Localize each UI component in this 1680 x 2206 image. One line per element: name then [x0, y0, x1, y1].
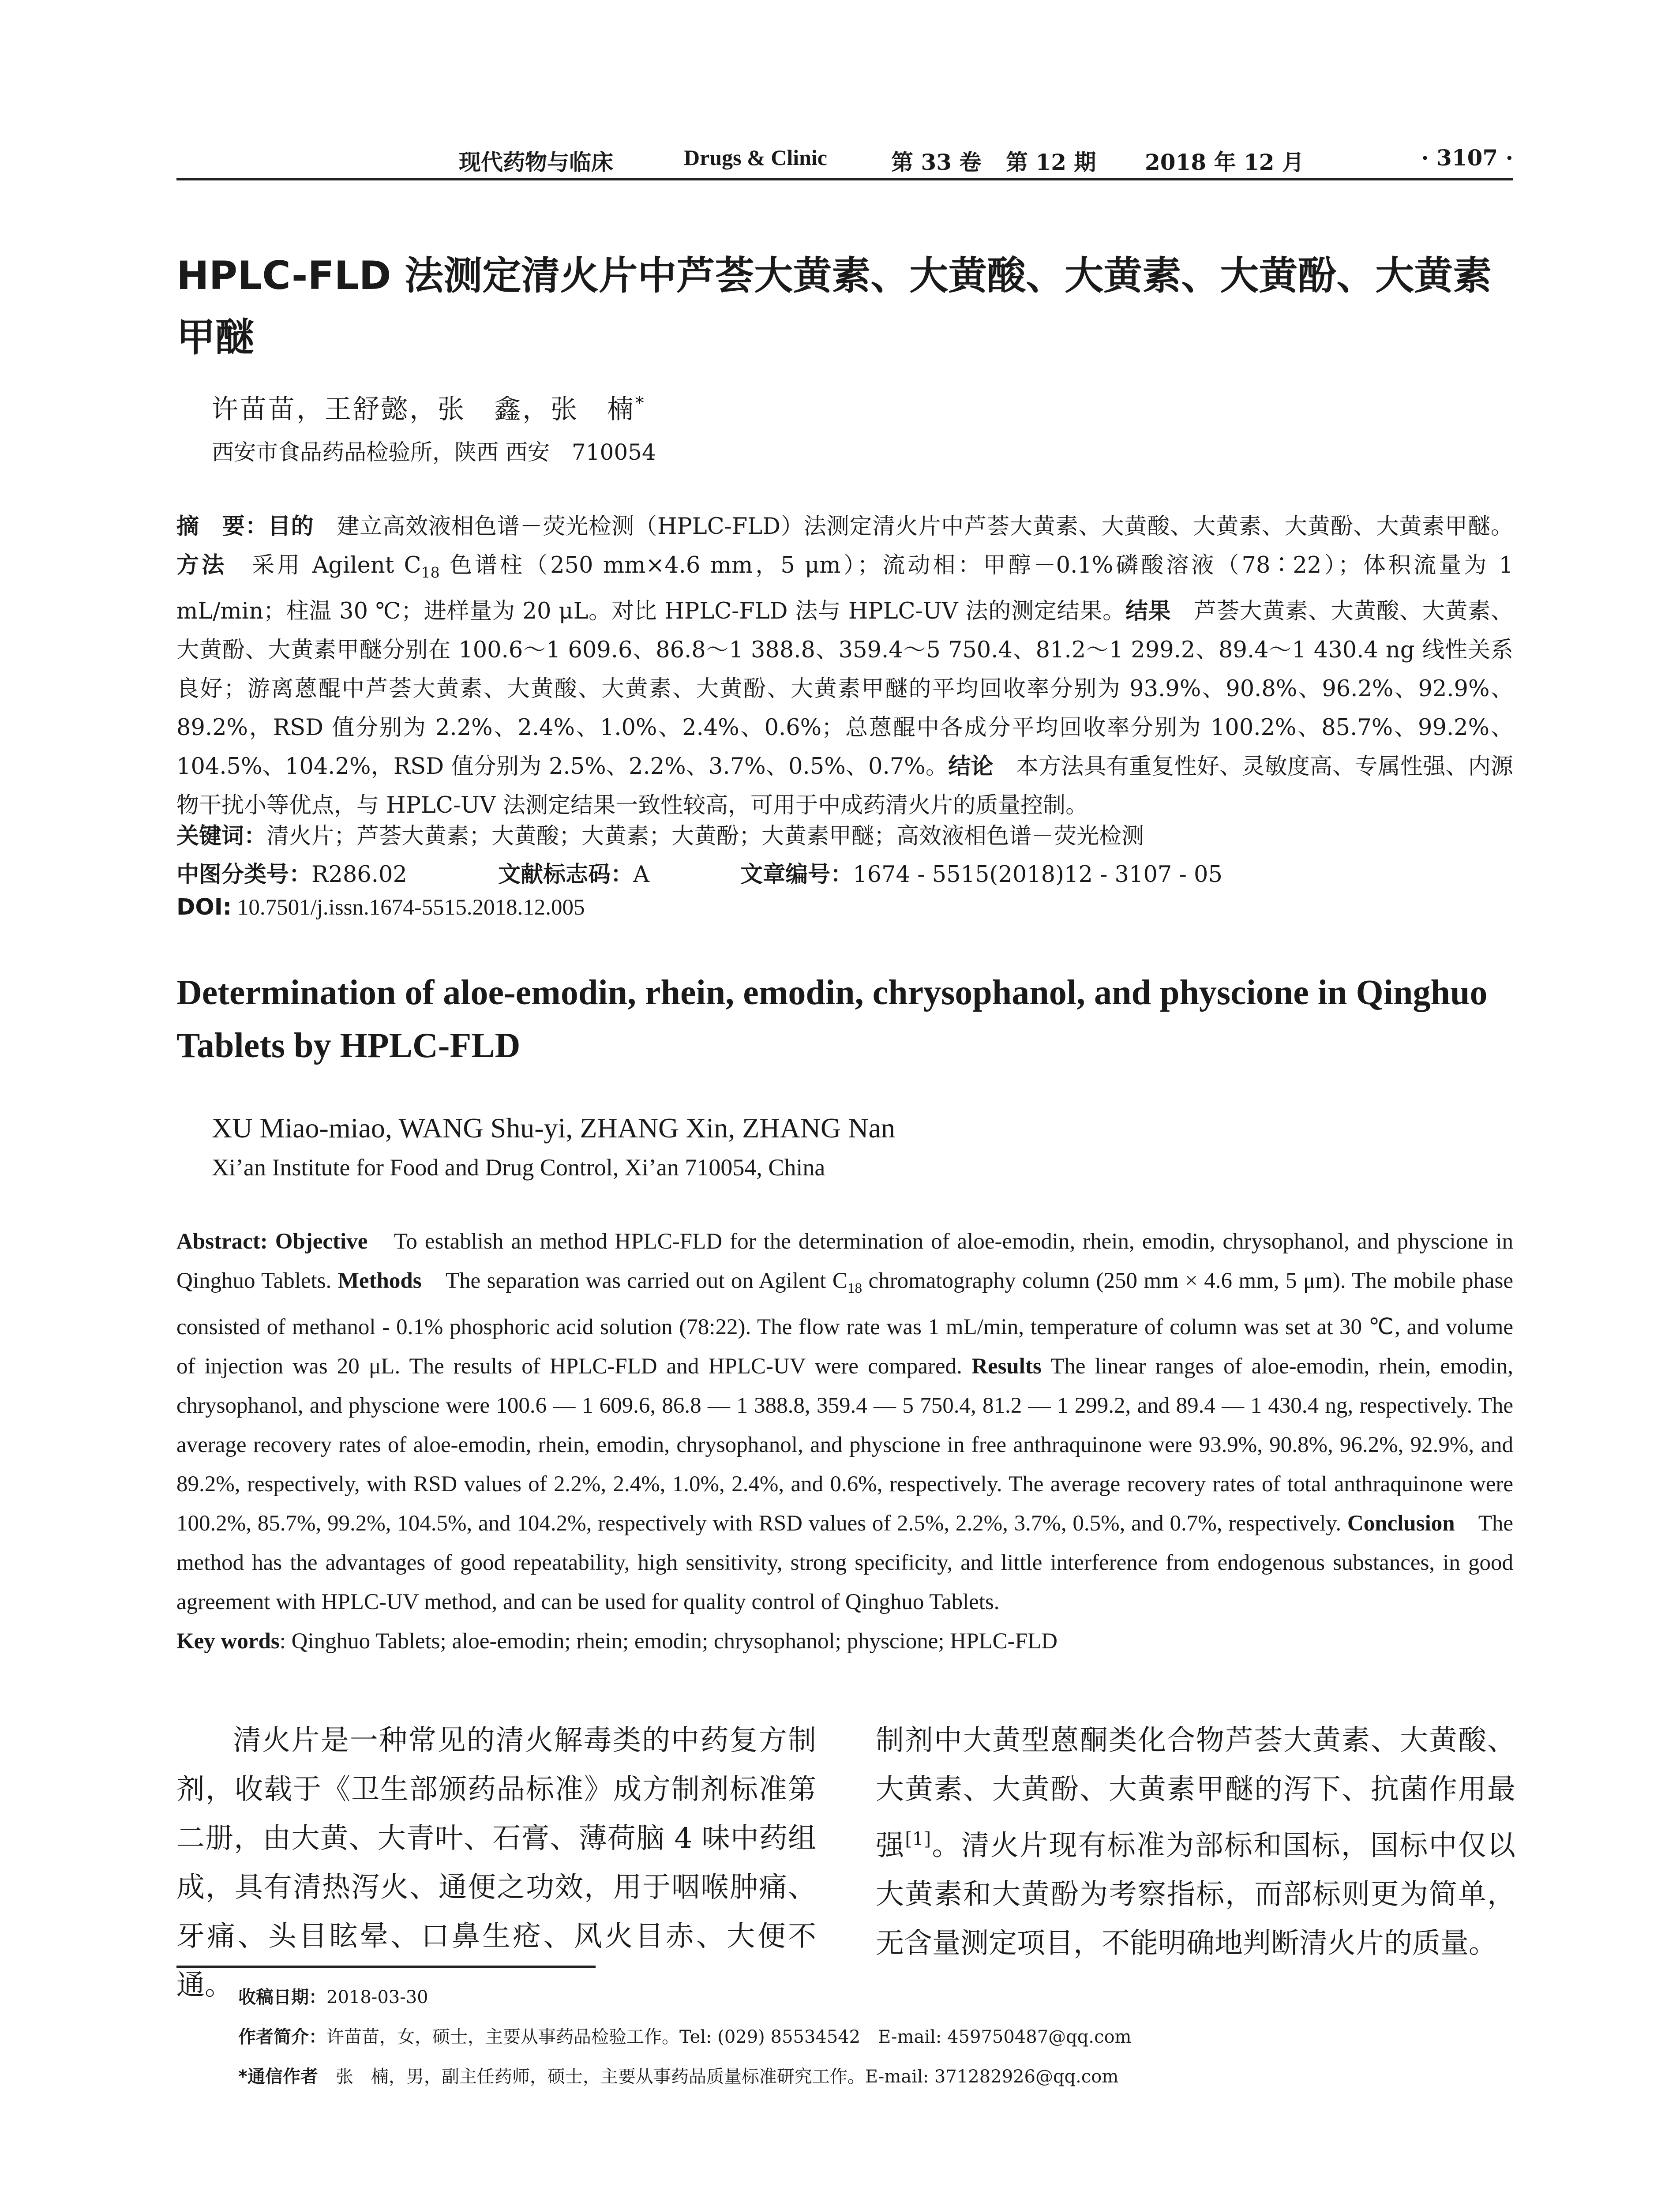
column-subscript-en: 18 [847, 1280, 862, 1297]
author-bio: 许苗苗，女，硕士，主要从事药品检验工作。Tel: (029) 85534542 E-mail: 459750487@qq.com [326, 2027, 1132, 2047]
journal-name-cn: 现代药物与临床 [459, 149, 613, 175]
conclusion-text-cn: 本方法具有重复性好、灵敏度高、专属性强、内源物干扰小等优点，与 HPLC-UV 法测定结果一致性较高，可用于中成药清火片的质量控制。 [176, 754, 1513, 819]
results-label-cn: 结果 [1125, 598, 1171, 625]
body-column-right [876, 1716, 1515, 1968]
doi-line [176, 894, 585, 920]
conclusion-text-en: The method has the advantages of good repeatability, high sensitivity, strong specificity, and little interference from endogenous substances, in good agreement with HPLC-UV method, and can be used for quality control of Qinghuo Tablets. [176, 1511, 1514, 1615]
article-no-label: 文章编号： [740, 862, 853, 888]
clc-value: R286.02 [311, 862, 407, 888]
corresponding-mark: * [635, 394, 646, 413]
affiliation-en: Xi’an Institute for Food and Drug Control, Xi’an 710054, China [212, 1154, 825, 1181]
objective-text-cn: 建立高效液相色谱－荧光检测（HPLC-FLD）法测定清火片中芦荟大黄素、大黄酸、大黄素、大黄酚、大黄素甲醚。 [337, 514, 1513, 540]
corresponding-label: *通信作者 [238, 2067, 318, 2087]
corresponding-info: 张 楠，男，副主任药师，硕士，主要从事药品质量标准研究工作。E-mail: 371282926@qq.com [318, 2067, 1119, 2087]
objective-label-cn: 目的 [268, 514, 314, 540]
abstract-label-cn: 摘 要： [176, 514, 268, 540]
clc-label: 中图分类号： [176, 862, 312, 888]
author-bio-label: 作者简介： [238, 2027, 326, 2047]
column-subscript-cn: 18 [421, 564, 440, 582]
keywords-value-cn: 清火片；芦荟大黄素；大黄酸；大黄素；大黄酚；大黄素甲醚；高效液相色谱－荧光检测 [266, 823, 1144, 849]
methods-label-en: Methods [338, 1268, 422, 1293]
body-right-text-cont: 。清火片现有标准为部标和国标，国标中仅以大黄素和大黄酚为考察指标，而部标则更为简单，无含量测定项目，不能明确地判断清火片的质量。 [876, 1829, 1516, 1960]
keywords-cn [176, 818, 1144, 850]
methods-text-cn-cont: 色谱柱（250 mm×4.6 mm，5 μm）；流动相：甲醇－0.1%磷酸溶液（78∶22）；体积流量为 1 mL/min；柱温 30 ℃；进样量为 20 μL。对比 HPLC-FLD 法与 HPLC-UV 法的测定结果。 [176, 552, 1513, 625]
objective-text-en: To establish an method HPLC-FLD for the determination of aloe-emodin, rhein, emodin, chrysophanol, and physcione in Qinghuo Tablets. [176, 1229, 1513, 1293]
authors-cn [212, 388, 646, 426]
article-title-cn: HPLC-FLD 法测定清火片中芦荟大黄素、大黄酸、大黄素、大黄酚、大黄素甲醚 [176, 253, 1492, 360]
issue: 第 12 期 [1006, 149, 1096, 175]
page-number: · 3107 · [1421, 145, 1513, 171]
doc-code-label: 文献标志码： [498, 862, 634, 888]
methods-label-cn: 方法 [176, 552, 227, 578]
doc-code-value: A [633, 862, 649, 888]
running-header [176, 142, 1513, 180]
authors-cn-names: 许苗苗，王舒懿，张 鑫，张 楠 [212, 394, 635, 425]
classification-line [176, 856, 1222, 889]
methods-text-cn: 采用 Agilent C [252, 552, 421, 578]
footnote-author [238, 2023, 1132, 2048]
results-text-cn: 芦荟大黄素、大黄酸、大黄素、大黄酚、大黄素甲醚分别在 100.6～1 609.6、86.8～1 388.8、359.4～5 750.4、81.2～1 299.2、89.4～1 430.4 ng 线性关系良好；游离蒽醌中芦荟大黄素、大黄酸、大黄素、大黄酚、大黄素甲醚的平均回收率分别为 93.9%、90.8%、96.2%、92.9%、89.2%，RSD 值分别为 2.2%、2.4%、1.0%、2.4%、0.6%；总蒽醌中各成分平均回收率分别为 100.2%、85.7%、99.2%、104.5%、104.2%，RSD 值分别为 2.5%、2.2%、3.7%、0.5%、0.7%。 [176, 598, 1513, 780]
keywords-value-en: : Qinghuo Tablets; aloe-emodin; rhein; emodin; chrysophanol; physcione; HPLC-FLD [279, 1629, 1058, 1654]
doi-label: DOI: [176, 894, 232, 920]
journal-name-en: Drugs & Clinic [684, 145, 827, 170]
keywords-label-cn: 关键词： [176, 823, 267, 849]
volume: 第 33 卷 [891, 149, 982, 175]
citation-ref: [1] [905, 1828, 931, 1850]
authors-en: XU Miao-miao, WANG Shu-yi, ZHANG Xin, ZHANG Nan [212, 1112, 895, 1144]
received-label: 收稿日期： [238, 1987, 326, 2007]
conclusion-label-en: Conclusion [1347, 1511, 1455, 1536]
footnote-received [238, 1983, 428, 2008]
affiliation-cn: 西安市食品药品检验所，陕西 西安 710054 [212, 439, 656, 465]
methods-text-en-cont: chromatography column (250 mm × 4.6 mm, 5 μm). The mobile phase consisted of methanol - 0.1% phosphoric acid solution (78:22). The flow rate was 1 mL/min, temperature of column was set at 30 ℃, and volume of injection was 20 μL. The results of HPLC-FLD and HPLC-UV were compared. [176, 1268, 1513, 1379]
doi-value: 10.7501/j.issn.1674-5515.2018.12.005 [237, 895, 585, 920]
keywords-label-en: Key words [176, 1629, 280, 1654]
abstract-en [176, 1222, 1513, 1661]
conclusion-label-cn: 结论 [948, 754, 994, 780]
received-date: 2018-03-30 [326, 1987, 428, 2007]
results-label-en: Results [971, 1354, 1042, 1379]
abstract-label-en: Abstract: Objective [176, 1229, 368, 1254]
article-no-value: 1674 - 5515(2018)12 - 3107 - 05 [853, 862, 1222, 888]
abstract-cn [176, 507, 1513, 825]
results-text-en: The linear ranges of aloe-emodin, rhein, emodin, chrysophanol, and physcione were 100.6 — 1 609.6, 86.8 — 1 388.8, 359.4 — 5 750.4, 81.2 — 1 299.2, and 89.4 — 1 430.4 ng, respectively. The average recovery rates of aloe-emodin, rhein, emodin, chrysophanol, and physcione in free anthraquinone were 93.9%, 90.8%, 96.2%, 92.9%, and 89.2%, respectively, with RSD values of 2.2%, 2.4%, 1.0%, 2.4%, and 0.6%, respectively. The average recovery rates of total anthraquinone were 100.2%, 85.7%, 99.2%, 104.5%, and 104.2%, respectively with RSD values of 2.5%, 2.2%, 3.7%, 0.5%, and 0.7%, respectively. [176, 1354, 1514, 1536]
issue-date: 2018 年 12 月 [1145, 149, 1304, 175]
body-column-left: 清火片是一种常见的清火解毒类的中药复方制剂，收载于《卫生部颁药品标准》成方制剂标准第二册，由大黄、大青叶、石膏、薄荷脑 4 味中药组成，具有清热泻火、通便之功效，用于咽喉肿痛、牙痛、头目眩晕、口鼻生疮、风火目赤、大便不通。 [176, 1724, 816, 2002]
body-right-text: 制剂中大黄型蒽酮类化合物芦荟大黄素、大黄酸、大黄素、大黄酚、大黄素甲醚的泻下、抗菌作用最强 [876, 1724, 1515, 1862]
methods-text-en: The separation was carried out on Agilent C [445, 1268, 848, 1293]
footnote-rule [176, 1966, 596, 1968]
footnote-corresponding [238, 2063, 1118, 2088]
article-title-en: Determination of aloe-emodin, rhein, emodin, chrysophanol, and physcione in Qinghuo Tablets by HPLC-FLD [176, 973, 1488, 1065]
